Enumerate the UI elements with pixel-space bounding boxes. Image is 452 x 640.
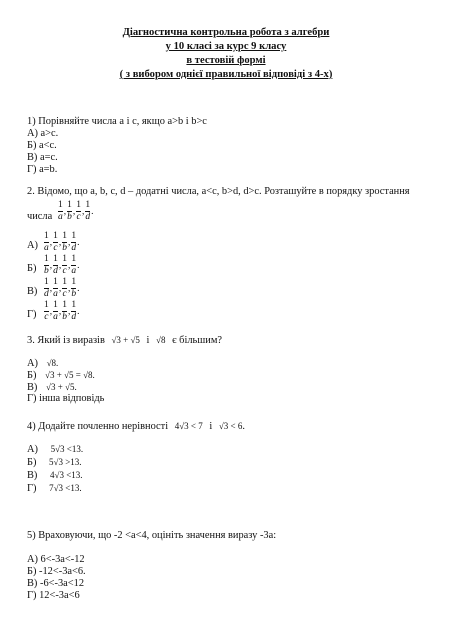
fraction-separator: , (63, 206, 67, 217)
q3-text-a: 3. Який із виразів (27, 335, 105, 346)
fraction-separator: , (68, 260, 71, 271)
q4-option-d-expression: 7√3 <13. (49, 483, 82, 493)
fraction-denominator: c (76, 211, 81, 222)
q1-option-c: В) a=c. (27, 152, 58, 163)
q2-fractions (58, 201, 95, 222)
fraction-denominator: b (71, 288, 77, 299)
fraction-separator: , (58, 237, 62, 248)
q2-option-1-fraction-a (71, 255, 76, 276)
q2-option-a-label: А) (27, 240, 38, 251)
q4-option-c (27, 469, 83, 482)
fraction-numerator: 1 (58, 200, 63, 210)
fraction-numerator: 1 (44, 300, 49, 310)
fraction-separator: . (77, 260, 80, 271)
q4-text (27, 420, 245, 433)
q2-option-2-fraction-c (62, 278, 67, 299)
fraction-separator: , (58, 283, 62, 294)
fraction-denominator: a (53, 311, 58, 322)
q4-option-d-label: Г) (27, 483, 37, 494)
fraction-numerator: 1 (62, 277, 67, 287)
fraction-separator: , (68, 283, 71, 294)
fraction-separator: , (72, 206, 76, 217)
q4-option-c-label: В) (27, 470, 38, 481)
q2-text-line-1: 2. Відомо, що a, b, c, d – додатні числа, a<c, b>d, d>c. Розташуйте в порядку зростання (27, 186, 410, 197)
q3-option-c-expression: √3 + √5. (46, 382, 77, 392)
q2-option-3-fraction-c (44, 301, 49, 322)
q5-option-d: Г) 12<-3a<6 (27, 590, 80, 601)
fraction-denominator: c (62, 265, 67, 276)
fraction-separator: , (49, 306, 53, 317)
q2-option-0-fraction-d (71, 232, 76, 253)
q2-option-0-fraction-c (53, 232, 58, 253)
q2-option-c-label: В) (27, 286, 38, 297)
q3-expression-1: √3 + √5 (111, 335, 140, 345)
q3-option-a-expression: √8. (46, 358, 59, 368)
q3-option-d: Г) інша відповідь (27, 393, 105, 404)
fraction-numerator: 1 (53, 254, 58, 264)
fraction-numerator: 1 (44, 254, 49, 264)
q4-text-c: . (242, 421, 245, 432)
fraction-denominator: d (44, 288, 49, 299)
fraction-numerator: 1 (53, 231, 58, 241)
fraction-denominator: d (53, 265, 58, 276)
fraction-denominator: c (62, 288, 67, 299)
q2-option-0-fraction-b (62, 232, 67, 253)
fraction-numerator: 1 (44, 277, 49, 287)
q4-option-a-label: А) (27, 444, 38, 455)
q4-inequality-2: √3 < 6 (218, 421, 243, 431)
fraction-separator: , (58, 260, 62, 271)
fraction-numerator: 1 (62, 300, 67, 310)
fraction-denominator: b (62, 242, 67, 253)
q2-option-b-label: Б) (27, 263, 37, 274)
q1-text: 1) Порівняйте числа a і c, якщо a>b і b>c (27, 116, 207, 127)
q3-text-b: і (146, 335, 150, 346)
q2-option-3-fraction-d (71, 301, 76, 322)
q2-option-c-fractions (44, 278, 81, 299)
fraction-denominator: b (44, 265, 49, 276)
q3-option-a-label: А) (27, 358, 38, 369)
q2-option-1-fraction-d (53, 255, 58, 276)
title-line-3: в тестовій формі (186, 55, 266, 66)
fraction-separator: , (58, 306, 62, 317)
q4-option-d (27, 482, 82, 495)
q2-fraction-b (67, 201, 72, 222)
q1-option-a: А) a>c. (27, 128, 59, 139)
q5-text: 5) Враховуючи, що -2 <a<4, оцініть значення виразу -3a: (27, 530, 277, 541)
q2-option-2-fraction-a (53, 278, 58, 299)
fraction-separator: , (82, 206, 85, 217)
q4-option-b-label: Б) (27, 457, 37, 468)
fraction-numerator: 1 (67, 200, 72, 210)
fraction-numerator: 1 (53, 300, 58, 310)
q1-option-b: Б) a<c. (27, 140, 57, 151)
q5-option-b: Б) -12<-3a<6. (27, 566, 86, 577)
q2-option-d-label: Г) (27, 309, 37, 320)
q4-text-b: і (209, 421, 213, 432)
q2-option-b-fractions (44, 255, 81, 276)
q2-option-3-fraction-b (62, 301, 67, 322)
title-line-1: Діагностична контрольна робота з алгебри (122, 27, 330, 38)
q3-option-c-label: В) (27, 382, 38, 393)
q2-option-1-fraction-c (62, 255, 67, 276)
fraction-separator: . (91, 206, 94, 217)
q2-fraction-d (85, 201, 90, 222)
q2-option-2-fraction-b (71, 278, 76, 299)
q2-option-1-fraction-b (44, 255, 49, 276)
q3-expression-2: √8 (156, 335, 166, 345)
q2-text-line-2: числа (27, 211, 53, 222)
fraction-separator: , (68, 237, 71, 248)
fraction-denominator: a (58, 211, 63, 222)
fraction-separator: . (77, 306, 80, 317)
fraction-numerator: 1 (71, 231, 77, 241)
fraction-numerator: 1 (71, 277, 77, 287)
fraction-denominator: d (71, 311, 77, 322)
q2-option-0-fraction-a (44, 232, 49, 253)
q4-option-a (27, 443, 83, 456)
fraction-denominator: c (44, 311, 49, 322)
title-line-4: ( з вибором однієї правильної відповіді з 4-х) (119, 69, 333, 80)
q3-option-b-expression: √3 + √5 = √8. (45, 370, 95, 380)
fraction-separator: , (49, 237, 53, 248)
fraction-separator: , (68, 306, 71, 317)
q4-option-a-expression: 5√3 <13. (50, 444, 84, 454)
fraction-denominator: b (62, 311, 67, 322)
fraction-separator: . (77, 283, 80, 294)
fraction-numerator: 1 (76, 200, 81, 210)
fraction-numerator: 1 (71, 254, 77, 264)
fraction-numerator: 1 (62, 231, 67, 241)
q4-option-c-expression: 4√3 <13. (50, 470, 83, 480)
fraction-numerator: 1 (71, 300, 77, 310)
q1-option-d: Г) a=b. (27, 164, 58, 175)
fraction-numerator: 1 (44, 231, 49, 241)
fraction-denominator: a (53, 288, 58, 299)
q2-option-2-fraction-d (44, 278, 49, 299)
fraction-denominator: a (71, 265, 77, 276)
fraction-separator: . (77, 237, 80, 248)
title-line-2: у 10 класі за курс 9 класу (165, 41, 287, 52)
fraction-numerator: 1 (62, 254, 67, 264)
q4-text-a: 4) Додайте почленно нерівності (27, 421, 169, 432)
q2-fraction-c (76, 201, 81, 222)
fraction-separator: , (49, 283, 53, 294)
fraction-denominator: b (67, 211, 72, 222)
q4-option-b (27, 456, 82, 469)
q5-option-c: В) -6<-3a<12 (27, 578, 85, 589)
fraction-denominator: d (71, 242, 77, 253)
q2-fraction-a (58, 201, 63, 222)
q4-inequality-1: 4√3 < 7 (174, 421, 203, 431)
q3-option-b-label: Б) (27, 370, 37, 381)
fraction-denominator: c (53, 242, 58, 253)
q2-option-3-fraction-a (53, 301, 58, 322)
fraction-numerator: 1 (85, 200, 91, 210)
fraction-separator: , (49, 260, 53, 271)
fraction-denominator: d (85, 211, 91, 222)
q2-option-d-fractions (44, 301, 81, 322)
q3-text (27, 334, 222, 347)
q4-option-b-expression: 5√3 >13. (49, 457, 82, 467)
fraction-denominator: a (44, 242, 49, 253)
q3-text-c: є більшим? (172, 335, 223, 346)
q2-option-a-fractions (44, 232, 81, 253)
fraction-numerator: 1 (53, 277, 58, 287)
q5-option-a: А) 6<-3a<-12 (27, 554, 85, 565)
